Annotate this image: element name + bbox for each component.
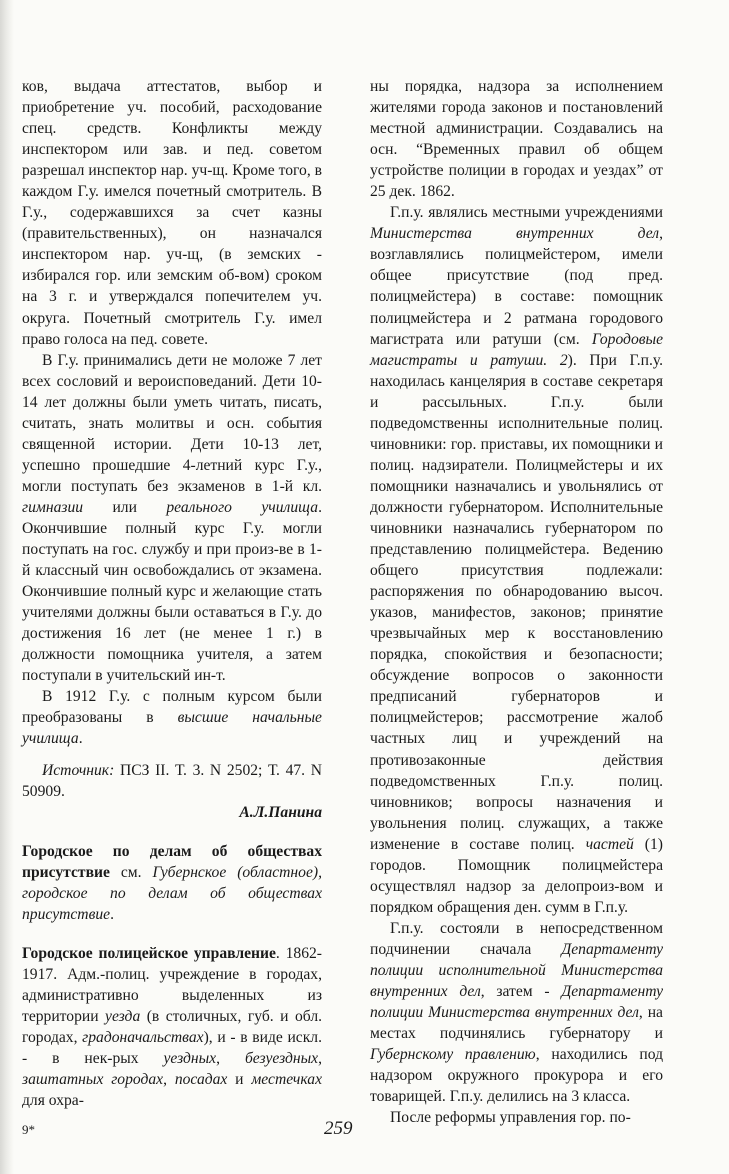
text-run: ков, выдача аттестатов, выбор и приобретение уч. пособий, расходование спец. средств. Конфликты между инспектором или зав. и пед. советом разрешал инспектор нар. уч-щ. Кроме того, в каждом Г.у. имелся почетный смотритель. В Г.у., содержавшихся за счет казны (правительственных), он назначался инспектором нар. уч-щ, (в земских - избирался гор. или земским об-вом) сроком на 3 г. и утверждался попечителем уч. округа. Почетный смотритель Г.у. имел право голоса на пед. совете. — [22, 78, 322, 348]
cross-reference: безуездных — [244, 1050, 319, 1068]
text-run: ны порядка, надзора за исполнением жителями города законов и постановлений местной администрации. Создавались на осн. “Временных правил об общем устройстве полиции в городах и уездах” от 25 дек. 1862. — [370, 78, 663, 201]
source-text: ПСЗ II. Т. 3. N 2502; Т. 47. N 50909. — [22, 761, 322, 800]
cross-reference: гимназии — [22, 498, 84, 516]
cross-reference: заштатных городах — [22, 1071, 164, 1089]
author-signature: А.Л.Панина — [239, 803, 322, 821]
text-run: . Окончившие полный курс Г.у. могли поступать на гос. службу и при произ-ве в 1-й классный чин освобождались от экзамена. Окончившие полный курс и желающие стать учителями должны были оставаться в Г.у. до достижения 16 лет (не менее 1 г.) в должности помощника учителя, а затем поступали в учительский ин-т. — [22, 498, 322, 685]
text-run: ). При Г.п.у. находилась канцелярия в составе секретаря и рассыльных. Г.п.у. были подведомственны исполнительные полиц. чиновники: гор. приставы, их помощники и полиц. надзиратели. Полицмейстеры и их помощники назначались и увольнялись от должности губернатором. Исполнительные чиновники назначались губернатором по представлению полицмейстера. Ведению общего присутствия подлежали: распоряжения по обнародованию высоч. указов, манифестов, законов; принятие чрезвычайных мер к восстановлению порядка, спокойствия и безопасности; обсуждение вопросов о законности предписаний губернаторов и полицмейстеров; рассмотрение жалоб частных лиц и учреждений на противозаконные действия подведомственных Г.п.у. полиц. чиновников; вопросы назначения и увольнения полиц. служащих, а также изменение в составе полиц. — [370, 351, 663, 853]
text-run: (1) городов. Помощник полицмейстера осуществлял надзор за делопроиз-вом и порядком обращения ден. сумм в Г.п.у. — [370, 835, 663, 916]
paragraph — [370, 76, 663, 202]
source-label: Источник: — [42, 761, 115, 779]
cross-reference: посадах — [174, 1071, 228, 1089]
cross-reference: уездных — [163, 1050, 217, 1068]
text-run: и — [227, 1071, 252, 1089]
text-run: . 1862-1917. Адм.-полиц. учреждение в городах, административно выделенных из территории — [22, 944, 322, 1025]
cross-reference: Губернское (областное), городское по делам об обществах присутствие — [22, 863, 322, 923]
cross-reference: Городовые магистраты и ратуши. 2 — [370, 330, 663, 369]
text-run: или — [83, 498, 167, 516]
text-run: В Г.у. принимались дети не моложе 7 лет всех сословий и вероисповеданий. Дети 10-14 лет должны были уметь читать, писать, считать, знать молитвы и осн. события священной истории. Дети 10-13 лет, успешно прошедшие 4-летний курс Г.у., могли поступать без экзаменов в 1-й кл. — [22, 351, 322, 495]
page-edge-shadow — [0, 0, 14, 1174]
page-number: 259 — [324, 1118, 353, 1139]
text-run: , находились под надзором окружного прокурора и его товарищей. Г.п.у. делились на 3 класса. — [370, 1046, 664, 1106]
paragraph — [370, 918, 663, 1107]
text-run: . — [78, 730, 83, 748]
text-run: Г.п.у. являлись местными учреждениями — [390, 204, 663, 222]
text-run: (в столичных, губ. и обл. городах, — [22, 1007, 322, 1047]
cross-reference: Министерства внутренних дел — [370, 225, 660, 243]
paragraph — [22, 350, 322, 687]
paragraph — [370, 1107, 663, 1128]
text-run: , — [318, 1050, 323, 1068]
text-run: , возглавлялись полицмейстером, имели общее присутствие (под пред. полицмейстера) в составе: помощник полицмейстера и 2 ратмана городового магистрата или ратуши (см. — [370, 225, 663, 348]
cross-reference: частей — [585, 835, 634, 853]
entry-headword: Городское по делам об обществах присутствие — [22, 842, 322, 881]
paragraph — [22, 686, 322, 749]
entry-gorodskoe-policeiskoe-upravlenie — [22, 943, 322, 1111]
text-run: , — [216, 1050, 245, 1068]
paragraph — [22, 76, 322, 350]
text-run: , — [163, 1071, 175, 1089]
text-run: Г.п.у. состояли в непосредственном подчинении сначала — [370, 919, 663, 958]
text-run: ), и - в виде искл. - в нек-рых — [22, 1029, 322, 1068]
text-run: После реформы управления гор. по- — [390, 1109, 631, 1127]
entry-see-also — [22, 841, 322, 925]
left-column — [22, 76, 322, 1111]
text-run: , на местах подчинялись губернатору и — [370, 1004, 663, 1043]
cross-reference: Департаменту полиции Министерства внутренних дел — [370, 983, 664, 1022]
text-run: , затем - — [480, 983, 562, 1001]
cross-reference: уезда — [105, 1007, 141, 1025]
signature-mark: 9* — [22, 1122, 35, 1137]
entry-headword: Городское полицейское управление — [22, 944, 276, 962]
right-column — [370, 76, 663, 1128]
text-run: . — [110, 905, 114, 923]
source-note — [22, 760, 322, 802]
paragraph — [370, 202, 663, 918]
cross-reference: реального училища — [166, 498, 319, 516]
text-run: В 1912 Г.у. с полным курсом были преобразованы в — [22, 688, 322, 727]
cross-reference: градоначальствах — [82, 1029, 204, 1047]
cross-reference: Губернскому правлению — [370, 1046, 536, 1064]
cross-reference: местечках — [251, 1071, 322, 1089]
text-run: см. — [109, 863, 153, 881]
text-run: для охра- — [22, 1092, 84, 1110]
cross-reference: Департаменту полиции исполнительной Министерства внутренних дел — [370, 940, 663, 1001]
cross-reference: высшие начальные училища — [22, 709, 322, 748]
